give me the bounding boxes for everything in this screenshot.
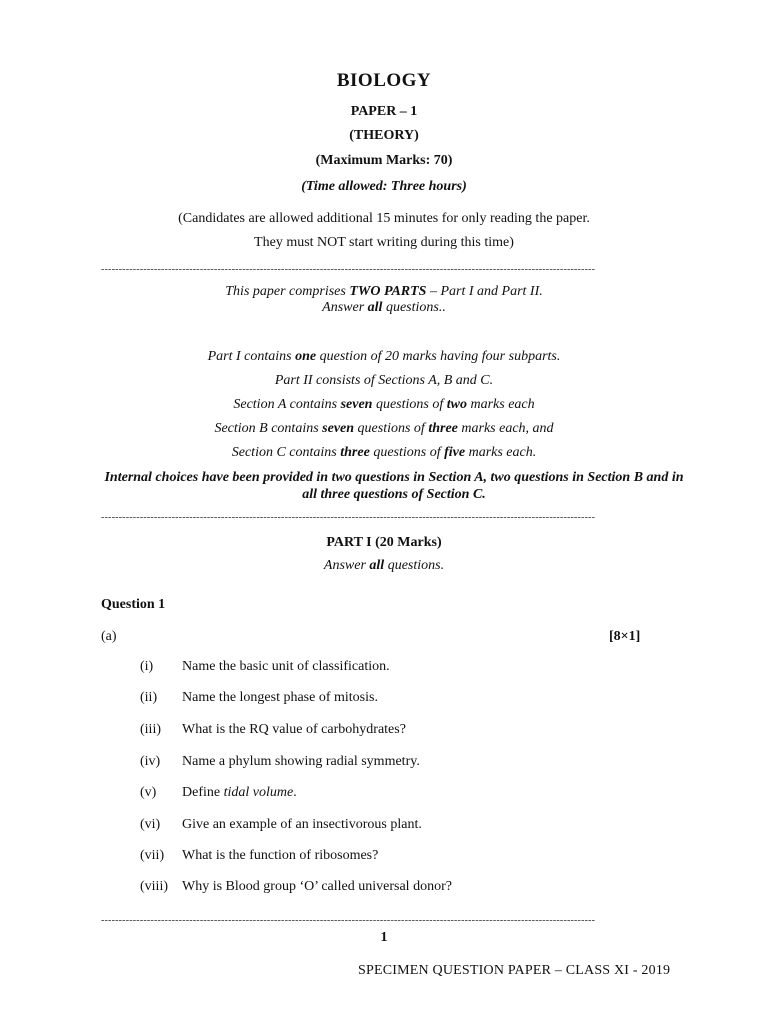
question-1a-marks: [8×1]	[609, 629, 641, 644]
footer-caption: SPECIMEN QUESTION PAPER – CLASS XI - 2019	[358, 963, 671, 978]
instruction-section-b: Section B contains seven questions of three marks each, and	[214, 421, 554, 436]
internal-choice-note	[96, 469, 692, 503]
subquestion-number: (iv)	[140, 754, 161, 769]
instruction-part2: Part II consists of Sections A, B and C.	[274, 373, 494, 388]
subquestion-number: (iii)	[140, 722, 161, 737]
divider-middle: --------------------------------------------------------------------------------------------------------------------------------------------	[101, 513, 596, 523]
instruction-section-c: Section C contains three questions of five marks each.	[231, 445, 537, 460]
subquestion-text: Name the longest phase of mitosis.	[182, 690, 378, 705]
subquestion-text: What is the RQ value of carbohydrates?	[182, 722, 406, 737]
instruction-comprises: This paper comprises TWO PARTS – Part I and Part II.	[225, 284, 543, 299]
subquestion-number: (i)	[140, 659, 154, 674]
instruction-part1: Part I contains one question of 20 marks having four subparts.	[207, 349, 561, 364]
subquestion-text: Name the basic unit of classification.	[182, 659, 390, 674]
subquestion-number: (ii)	[140, 690, 158, 705]
part1-answer-all: Answer all questions.	[323, 558, 445, 573]
question-1-label: Question 1	[101, 597, 166, 612]
subquestion-number: (vii)	[140, 848, 165, 863]
divider-top: --------------------------------------------------------------------------------------------------------------------------------------------	[101, 265, 596, 275]
instruction-section-a: Section A contains seven questions of two marks each	[233, 397, 535, 412]
divider-footer: --------------------------------------------------------------------------------------------------------------------------------------------	[101, 916, 596, 926]
subquestion-text: Define tidal volume.	[182, 785, 297, 800]
subquestion-number: (vi)	[140, 817, 161, 832]
paper-number: PAPER – 1	[350, 104, 418, 119]
subquestion-number: (v)	[140, 785, 157, 800]
page-number: 1	[380, 930, 388, 945]
internal-choice-line1: Internal choices have been provided in two questions in Section A, two questions in Section B and in	[104, 470, 684, 485]
subquestion-text: Why is Blood group ‘O’ called universal donor?	[182, 879, 452, 894]
reading-note-line2: They must NOT start writing during this time)	[254, 235, 514, 250]
question-1a-label: (a)	[101, 629, 117, 644]
subquestion-number: (viii)	[140, 879, 168, 894]
maximum-marks: (Maximum Marks: 70)	[315, 153, 453, 168]
subquestion-text: Give an example of an insectivorous plant.	[182, 817, 422, 832]
subquestion-text: What is the function of ribosomes?	[182, 848, 379, 863]
internal-choice-line2: all three questions of Section C.	[302, 487, 486, 502]
reading-note-line1: (Candidates are allowed additional 15 minutes for only reading the paper.	[178, 211, 590, 226]
time-allowed: (Time allowed: Three hours)	[301, 179, 467, 194]
part1-title: PART I (20 Marks)	[326, 535, 442, 550]
instruction-answer-all: Answer all questions..	[322, 300, 446, 315]
document-title: BIOLOGY	[336, 70, 432, 91]
subquestion-text: Name a phylum showing radial symmetry.	[182, 754, 420, 769]
paper-type: (THEORY)	[349, 128, 419, 143]
